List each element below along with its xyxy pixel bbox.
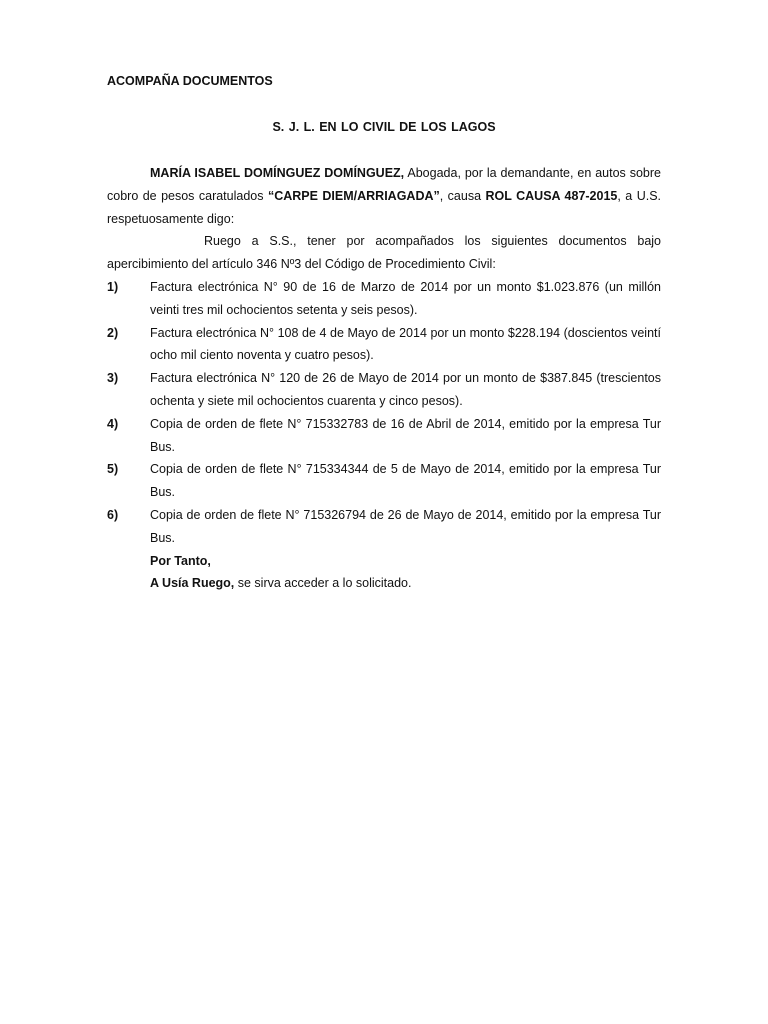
intro-text-3: , a U.S. respetuosamente digo: [107,188,662,226]
document-body [107,70,661,595]
list-item [107,458,661,504]
list-item-number: 1) [107,279,119,294]
closing-por-tanto: Por Tanto, [150,553,211,568]
list-item-text: Copia de orden de flete N° 715334344 de 5 de Mayo de 2014, emitido por la empresa Tur Bus. [150,462,661,500]
document-list [107,276,661,550]
list-item [107,367,661,413]
closing-usia: A Usía Ruego, [150,576,235,591]
list-item-text: Factura electrónica N° 108 de 4 de Mayo de 2014 por un monto $228.194 (doscientos veintí ocho mil ciento noventa y cuatro pesos). [150,325,661,363]
closing-request [107,572,661,595]
list-item [107,413,661,459]
list-item-number: 2) [107,325,119,340]
closing-final-text: se sirva acceder a lo solicitado. [234,576,412,591]
list-item-text: Copia de orden de flete N° 715332783 de 16 de Abril de 2014, emitido por la empresa Tur Bus. [150,416,661,454]
list-item-text: Copia de orden de flete N° 715326794 de 26 de Mayo de 2014, emitido por la empresa Tur Bus. [150,507,661,545]
lawyer-name: MARÍA ISABEL DOMÍNGUEZ DOMÍNGUEZ, [150,166,405,180]
list-item-number: 3) [107,371,119,386]
document-heading: ACOMPAÑA DOCUMENTOS [107,74,273,88]
list-item-number: 4) [107,416,119,431]
list-item-text: Factura electrónica N° 90 de 16 de Marzo de 2014 por un monto $1.023.876 (un millón veinti tres mil ochocientos setenta y seis pesos). [150,279,661,317]
request-paragraph: Ruego a S.S., tener por acompañados los siguientes documentos bajo apercibimiento del artículo 346 Nº3 del Código de Procedimiento Civil: [107,234,661,272]
intro-paragraph [107,162,661,230]
list-item [107,504,661,550]
list-item-number: 6) [107,507,119,522]
case-rol: ROL CAUSA 487-2015 [485,188,618,203]
intro-text-2: , causa [439,188,486,203]
court-addressee: S. J. L. EN LO CIVIL DE LOS LAGOS [272,120,496,134]
intro-text-1: Abogada, por la demandante, en autos sobre cobro de pesos caratulados [107,166,662,203]
list-item [107,276,661,322]
list-item [107,322,661,368]
list-item-text: Factura electrónica N° 120 de 26 de Mayo de 2014 por un monto de $387.845 (trescientos ochenta y siete mil ochocientos cuarenta y cinco pesos). [150,371,661,408]
list-item-number: 5) [107,462,119,477]
case-title: “CARPE DIEM/ARRIAGADA” [267,188,440,203]
